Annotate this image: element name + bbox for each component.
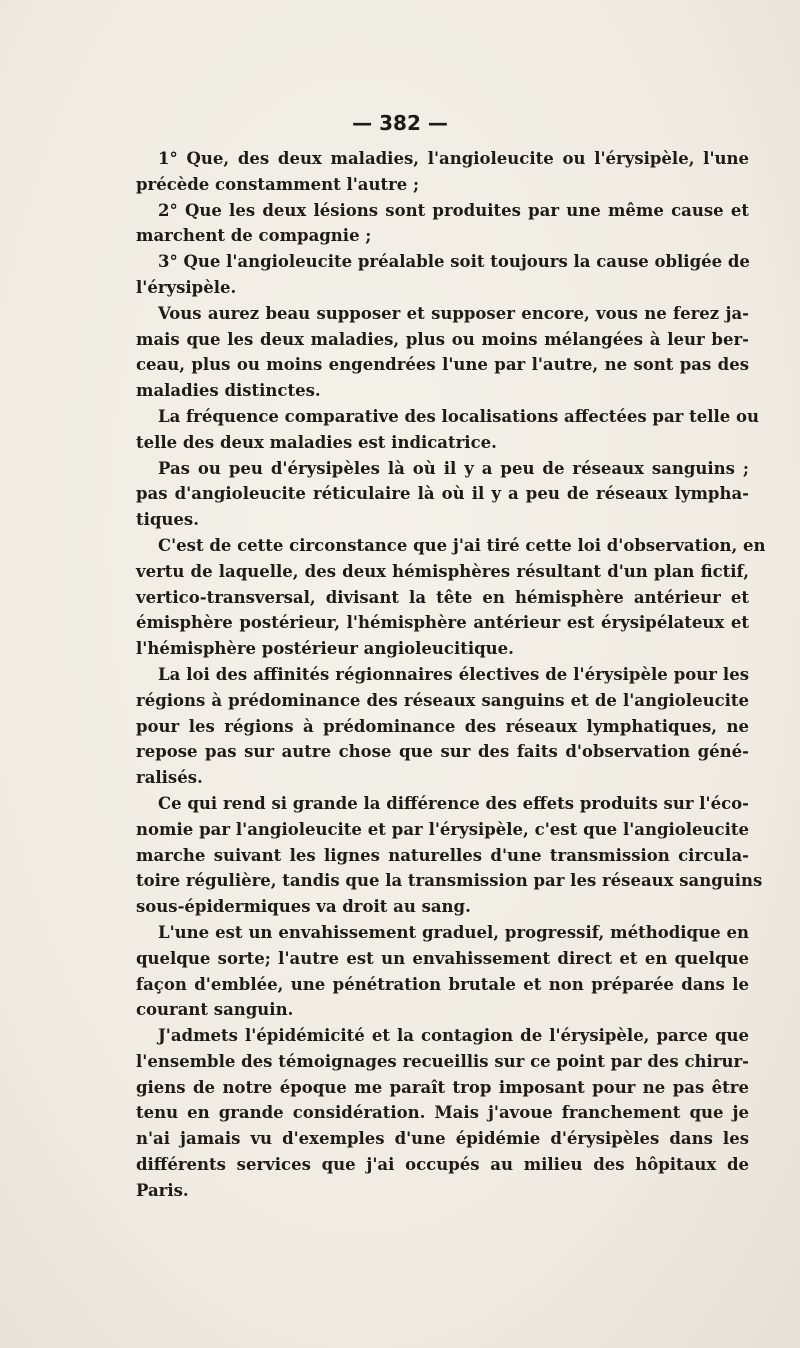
text-line: l'hémisphère postérieur angioleucitique. <box>136 639 514 659</box>
text-line: vertu de laquelle, des deux hémisphères résultant d'un plan fictif, <box>136 561 749 581</box>
text-line: nomie par l'angioleucite et par l'érysipèle, c'est que l'angioleucite <box>136 819 749 839</box>
text-line: ralisés. <box>136 768 203 788</box>
text-line: quelque sorte; l'autre est un envahissement direct et en quelque <box>136 948 749 968</box>
text-line: différents services que j'ai occupés au milieu des hôpitaux de <box>136 1155 749 1175</box>
text-line: C'est de cette circonstance que j'ai tiré cette loi d'observation, en <box>158 535 766 555</box>
text-line: telle des deux maladies est indicatrice. <box>136 432 497 452</box>
text-line: giens de notre époque me paraît trop imposant pour ne pas être <box>136 1077 749 1097</box>
text-line: repose pas sur autre chose que sur des faits d'observation géné- <box>136 742 749 762</box>
text-line: J'admets l'épidémicité et la contagion de l'érysipèle, parce que <box>158 1026 749 1046</box>
text-line: pour les régions à prédominance des réseaux lymphatiques, ne <box>136 716 749 736</box>
text-line: tiques. <box>136 510 199 530</box>
text-line: courant sanguin. <box>136 1000 294 1020</box>
text-line: toire régulière, tandis que la transmission par les réseaux sanguins <box>136 871 763 891</box>
text-line: Ce qui rend si grande la différence des effets produits sur l'éco- <box>158 793 749 813</box>
text-line: Vous aurez beau supposer et supposer encore, vous ne ferez ja- <box>158 303 749 323</box>
text-line: pas d'angioleucite réticulaire là où il y a peu de réseaux lympha- <box>136 484 749 504</box>
text-line: façon d'emblée, une pénétration brutale et non préparée dans le <box>136 974 749 994</box>
text-line: maladies distinctes. <box>136 381 321 401</box>
text-line: vertico-transversal, divisant la tête en hémisphère antérieur et <box>136 587 749 607</box>
text-line: La loi des affinités régionnaires électives de l'érysipèle pour les <box>158 664 749 684</box>
text-line: Pas ou peu d'érysipèles là où il y a peu de réseaux sanguins ; <box>158 458 749 478</box>
text-line: La fréquence comparative des localisations affectées par telle ou <box>158 406 760 426</box>
text-line: l'érysipèle. <box>136 277 237 297</box>
text-line: mais que les deux maladies, plus ou moins mélangées à leur ber- <box>136 329 749 349</box>
text-line: ceau, plus ou moins engendrées l'une par l'autre, ne sont pas des <box>136 355 749 375</box>
text-line: l'ensemble des témoignages recueillis sur ce point par des chirur- <box>136 1051 749 1071</box>
text-line: marche suivant les lignes naturelles d'une transmission circula- <box>136 845 749 865</box>
text-line: 2° Que les deux lésions sont produites par une même cause et <box>158 200 749 220</box>
text-line: émisphère postérieur, l'hémisphère antérieur est érysipélateux et <box>136 613 749 633</box>
page-number: — 382 — <box>352 111 448 135</box>
text-line: 3° Que l'angioleucite préalable soit toujours la cause obligée de <box>158 252 750 272</box>
text-line: marchent de compagnie ; <box>136 226 372 246</box>
text-line: précède constamment l'autre ; <box>136 174 420 194</box>
text-line: 1° Que, des deux maladies, l'angioleucite ou l'érysipèle, l'une <box>158 149 749 168</box>
text-line: Paris. <box>136 1180 189 1200</box>
body-text <box>136 146 766 1204</box>
text-line: L'une est un envahissement graduel, progressif, méthodique en <box>158 922 749 942</box>
text-line: sous-épidermiques va droit au sang. <box>136 897 471 917</box>
text-line: n'ai jamais vu d'exemples d'une épidémie d'érysipèles dans les <box>136 1129 749 1149</box>
text-line: tenu en grande considération. Mais j'avoue franchement que je <box>136 1103 749 1123</box>
text-line: régions à prédominance des réseaux sanguins et de l'angioleucite <box>136 690 749 710</box>
